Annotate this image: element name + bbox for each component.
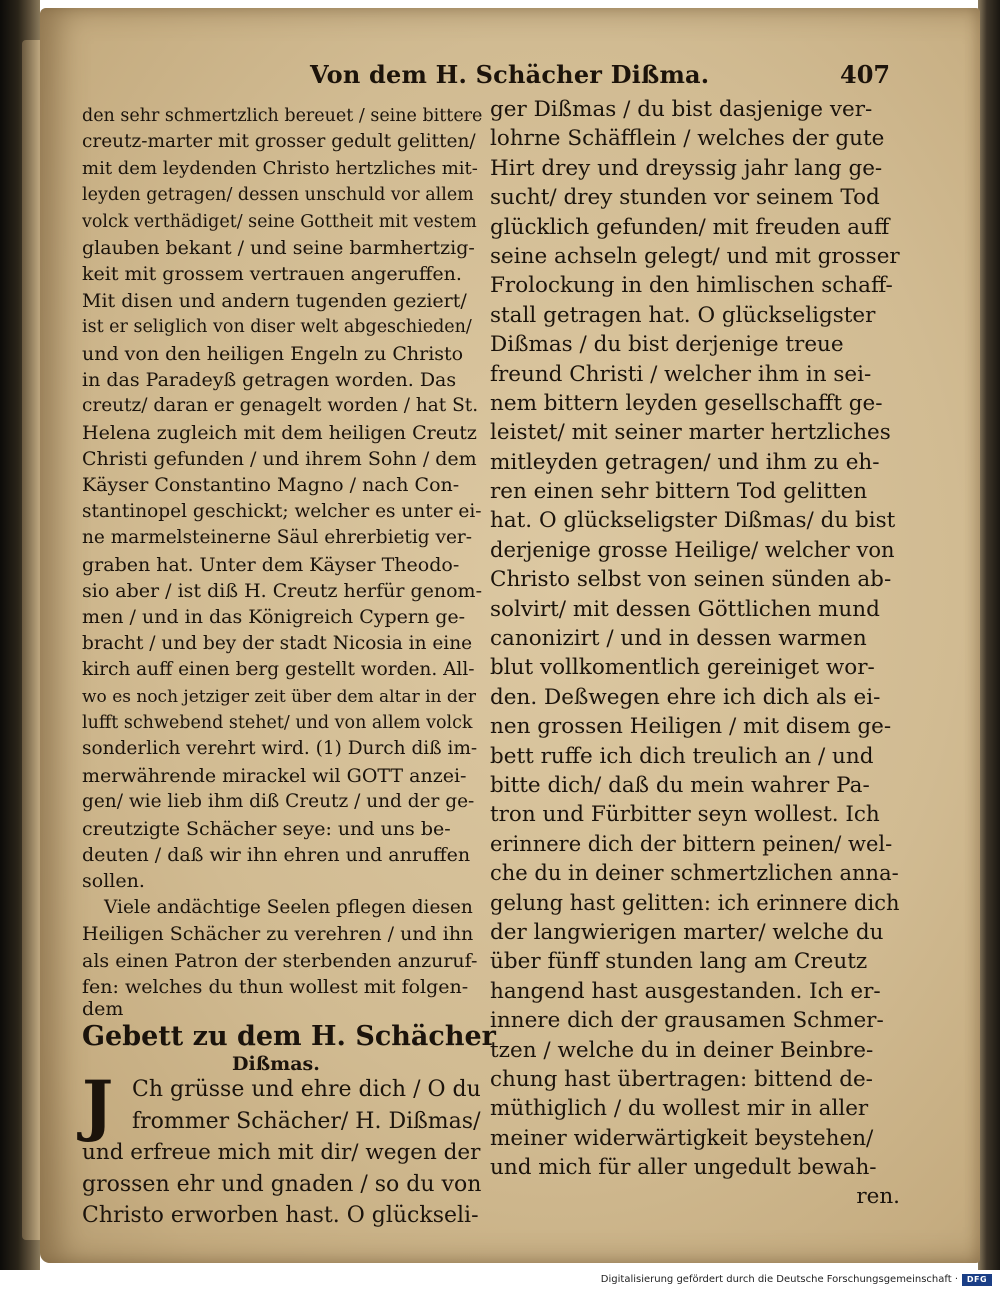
text-line: bitte dich/ daß du mein wahrer Pa- — [490, 772, 870, 798]
prayer-subheading: Dißmas. — [232, 1053, 320, 1076]
text-line: Christo selbst von seinen sünden ab- — [490, 567, 892, 593]
text-line: lufft schwebend stehet/ und von allem volck — [82, 712, 473, 733]
text-line: den. Deßwegen ehre ich dich als ei- — [490, 684, 881, 710]
text-line: stall getragen hat. O glückseligster — [490, 302, 876, 328]
text-line: chung hast übertragen: bittend de- — [490, 1066, 873, 1092]
text-line: leistet/ mit seiner marter hertzliches — [490, 420, 891, 446]
text-line: tron und Fürbitter seyn wollest. Ich — [490, 802, 880, 828]
digitization-footer — [0, 1272, 1000, 1289]
running-title: Von dem H. Schächer Dißma. — [310, 60, 710, 89]
text-line: solvirt/ mit dessen Göttlichen mund — [490, 596, 880, 622]
text-line: meiner widerwärtigkeit beystehen/ — [490, 1125, 874, 1151]
text-line: sio aber / ist diß H. Creutz herfür genom- — [82, 580, 482, 603]
text-line: gelung hast gelitten: ich erinnere dich — [490, 890, 900, 915]
text-line: leyden getragen/ dessen unschuld vor allem — [82, 185, 474, 206]
text-line: ren einen sehr bittern Tod gelitten — [490, 479, 868, 505]
text-line: blut vollkomentlich gereiniget wor- — [490, 655, 875, 681]
text-line: men / und in das Königreich Cypern ge- — [82, 606, 466, 629]
text-line: glauben bekant / und seine barmhertzig- — [82, 236, 475, 259]
text-line: creutz/ daran er genagelt worden / hat St. — [82, 395, 479, 417]
text-line: volck verthädiget/ seine Gottheit mit vestem — [82, 211, 477, 232]
text-line: grossen ehr und gnaden / so du von — [82, 1171, 482, 1197]
text-line: hat. O glückseligster Dißmas/ du bist — [490, 508, 896, 534]
text-line: Christi gefunden / und ihrem Sohn / dem — [82, 448, 477, 471]
funding-credit: Digitalisierung gefördert durch die Deutsche Forschungsgemeinschaft · — [600, 1274, 958, 1285]
drop-cap: J — [82, 1066, 114, 1145]
text-line: bracht / und bey der stadt Nicosia in eine — [82, 632, 473, 654]
text-line: dem — [82, 1000, 124, 1019]
text-line: seine achseln gelegt/ und mit grosser — [490, 243, 900, 269]
text-line: Viele andächtige Seelen pflegen diesen — [104, 896, 473, 918]
text-line: ne marmelsteinerne Säul ehrerbietig ver- — [82, 527, 472, 549]
text-line: in das Paradeyß getragen worden. Das — [82, 368, 457, 391]
text-line: innere dich der grausamen Schmer- — [490, 1008, 884, 1034]
text-line: und erfreue mich mit dir/ wegen der — [82, 1140, 481, 1166]
text-line: stantinopel geschickt; welcher es unter ei- — [82, 500, 482, 522]
text-line: Christo erworben hast. O glückseli- — [82, 1203, 479, 1229]
text-line: gen/ wie lieb ihm diß Creutz / und der ge- — [82, 791, 475, 813]
text-line: müthiglich / du wollest mir in aller — [490, 1096, 869, 1122]
text-line: Mit disen und andern tugenden geziert/ — [82, 289, 467, 312]
text-line: ist er seliglich von diser welt abgeschieden/ — [82, 317, 472, 338]
text-line: che du in deiner schmertzlichen anna- — [490, 861, 899, 886]
text-line: hangend hast ausgestanden. Ich er- — [490, 978, 881, 1004]
text-line: über fünff stunden lang am Creutz — [490, 949, 868, 975]
text-line: mitleyden getragen/ und ihm zu eh- — [490, 449, 880, 475]
text-line: merwährende mirackel wil GOTT anzei- — [82, 764, 467, 787]
text-line: Dißmas / du bist derjenige treue — [490, 332, 844, 358]
text-line: mit dem leydenden Christo hertzliches mit- — [82, 157, 478, 179]
text-line: graben hat. Unter dem Käyser Theodo- — [82, 553, 460, 576]
text-line: erinnere dich der bittern peinen/ wel- — [490, 831, 893, 856]
text-line: kirch auff einen berg gestellt worden. All- — [82, 659, 475, 681]
page-header — [270, 60, 910, 100]
text-line: Heiligen Schächer zu verehren / und ihn — [82, 923, 474, 946]
text-line: lohrne Schäfflein / welches der gute — [490, 126, 885, 152]
text-line: Ch grüsse und ehre dich / O du — [132, 1077, 481, 1103]
text-line: creutzigte Schächer seye: und uns be- — [82, 817, 451, 840]
text-line: keit mit grossem vertrauen angeruffen. — [82, 263, 462, 286]
text-line: der langwierigen marter/ welche du — [490, 919, 884, 945]
text-line: Käyser Constantino Magno / nach Con- — [82, 474, 460, 497]
text-line: nen grossen Heiligen / mit disem ge- — [490, 714, 892, 740]
prayer-heading: Gebett zu dem H. Schächer — [82, 1021, 496, 1053]
text-line: und mich für aller ungedult bewah- — [490, 1155, 877, 1181]
text-line: und von den heiligen Engeln zu Christo — [82, 342, 464, 365]
text-line: den sehr schmertzlich bereuet / seine bittere — [82, 106, 482, 126]
text-line: Frolockung in den himlischen schaff- — [490, 273, 893, 299]
text-line: freund Christi / welcher ihm in sei- — [490, 361, 872, 387]
text-line: sollen. — [82, 870, 145, 893]
book-edge-right — [978, 0, 1000, 1270]
text-line: canonizirt / und in dessen warmen — [490, 626, 867, 652]
text-line: frommer Schächer/ H. Dißmas/ — [132, 1108, 481, 1134]
text-line: als einen Patron der sterbenden anzuruf- — [82, 949, 478, 972]
text-line: wo es noch jetziger zeit über dem altar in der — [82, 686, 476, 707]
text-line: glücklich gefunden/ mit freuden auff — [490, 214, 890, 240]
text-line: tzen / welche du in deiner Beinbre- — [490, 1037, 874, 1063]
page-number: 407 — [840, 60, 891, 89]
text-line: sucht/ drey stunden vor seinem Tod — [490, 185, 880, 211]
text-line: fen: welches du thun wollest mit folgen- — [82, 975, 469, 998]
text-line: creutz-marter mit grosser gedult gelitten/ — [82, 131, 476, 153]
text-line: Helena zugleich mit dem heiligen Creutz — [82, 421, 477, 444]
text-line: Hirt drey und dreyssig jahr lang ge- — [490, 155, 883, 181]
text-line: sonderlich verehrt wird. (1) Durch diß im- — [82, 738, 478, 760]
text-line: bett ruffe ich dich treulich an / und — [490, 743, 874, 769]
dfg-logo: DFG — [962, 1274, 992, 1286]
text-line-last: ren. — [856, 1184, 900, 1210]
text-line: nem bittern leyden gesellschafft ge- — [490, 390, 883, 416]
prayer-text — [82, 1066, 482, 1232]
left-column — [82, 103, 496, 1232]
text-line: ger Dißmas / du bist dasjenige ver- — [490, 97, 873, 122]
text-line: derjenige grosse Heilige/ welcher von — [490, 537, 895, 562]
left-body-text — [82, 103, 482, 1018]
text-line: deuten / daß wir ihn ehren und anruffen — [82, 843, 471, 866]
right-column — [490, 95, 900, 1212]
